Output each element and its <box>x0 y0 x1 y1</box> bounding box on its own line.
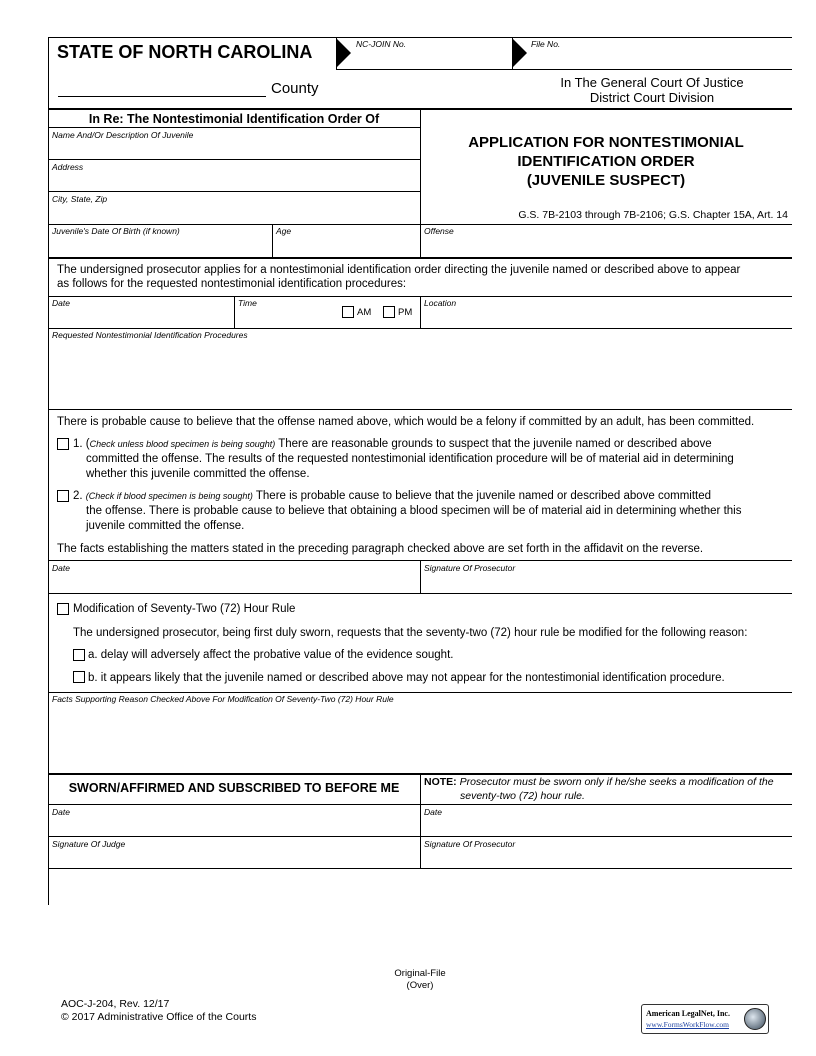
item1-line1 <box>73 437 712 451</box>
sworn-note-text1: Prosecutor must be sworn only if he/she seeks a modification of the <box>456 776 774 788</box>
offense-label: Offense <box>424 226 454 236</box>
probable-cause-statement: There is probable cause to believe that the offense named above, which would be a felony if committed by an adult, has been committed. <box>57 416 755 428</box>
judge-signature-label: Signature Of Judge <box>52 839 126 849</box>
sworn-note-line1 <box>424 776 774 788</box>
logo-line2: www.FormsWorkFlow.com <box>646 1020 730 1029</box>
globe-icon <box>744 1008 766 1030</box>
modification-facts-label: Facts Supporting Reason Checked Above For Modification Of Seventy-Two (72) Hour Rule <box>52 694 394 704</box>
date-row-rule <box>48 328 792 329</box>
form-title-line2: IDENTIFICATION ORDER <box>517 153 695 170</box>
sworn-date-left-label: Date <box>52 807 70 817</box>
item2-line1 <box>73 489 711 503</box>
in-re-rule <box>48 127 420 128</box>
pc-sig-rule <box>48 593 792 594</box>
file-no-label: File No. <box>531 39 561 49</box>
pm-checkbox[interactable] <box>383 306 395 318</box>
nc-join-label: NC-JOIN No. <box>356 39 407 49</box>
appear-time-label: Time <box>238 298 257 308</box>
prosecutor-signature-label: Signature Of Prosecutor <box>424 839 516 849</box>
sworn-rule <box>48 804 792 805</box>
item2-note: (Check if blood specimen is being sought) <box>85 491 253 501</box>
option-b-text: b. it appears likely that the juvenile named or described above may not appear for the nontestimonial identification procedure. <box>88 672 725 684</box>
item1-note: Check unless blood specimen is being sought) <box>89 439 276 449</box>
header-rule <box>336 69 792 70</box>
time-location-divider <box>420 296 421 328</box>
file-no-arrow-icon <box>512 38 527 68</box>
facts-statement: The facts establishing the matters stated in the preceding paragraph checked above are set forth in the affidavit on the reverse. <box>57 543 704 555</box>
court-line2: District Court Division <box>589 90 715 105</box>
sworn-divider <box>420 773 421 868</box>
name-rule <box>48 159 420 160</box>
legalnet-logo[interactable] <box>641 1004 769 1034</box>
sworn-note-label: NOTE: <box>424 776 457 788</box>
county-line[interactable] <box>58 96 266 97</box>
pm-label: PM <box>398 307 413 318</box>
in-re-bottom-rule <box>48 257 792 259</box>
item1-text1: There are reasonable grounds to suspect that the juvenile named or described above <box>275 438 712 450</box>
item1-line3: whether this juvenile committed the offense. <box>86 468 310 480</box>
am-checkbox[interactable] <box>342 306 354 318</box>
sworn-date-right-label: Date <box>424 807 442 817</box>
am-label: AM <box>357 307 372 318</box>
application-intro-line2: as follows for the requested nontestimonial identification procedures: <box>57 278 407 290</box>
option-b-checkbox[interactable] <box>73 671 85 683</box>
form-title-line3: (JUVENILE SUSPECT) <box>526 172 686 189</box>
item1-number: 1. ( <box>73 438 90 450</box>
form-number: AOC-J-204, Rev. 12/17 <box>61 998 170 1010</box>
option-a-text: a. delay will adversely affect the probative value of the evidence sought. <box>88 649 454 661</box>
address-rule <box>48 191 420 192</box>
state-title: STATE OF NORTH CAROLINA <box>57 42 313 62</box>
form-title-line1: APPLICATION FOR NONTESTIMONIAL <box>468 134 744 151</box>
item1-line2: committed the offense. The results of the requested nontestimonial identification procedure will be of material aid in determining <box>86 453 734 465</box>
appear-date-label: Date <box>52 298 70 308</box>
age-label: Age <box>276 226 292 236</box>
copyright: © 2017 Administrative Office of the Courts <box>61 1011 257 1023</box>
over-label: (Over) <box>406 980 434 991</box>
distribution-label: Original-File <box>394 968 446 979</box>
signature-bottom-rule <box>48 868 792 869</box>
dob-label: Juvenile's Date Of Birth (if known) <box>52 226 180 236</box>
procedures-label: Requested Nontestimonial Identification Procedures <box>52 330 248 340</box>
sworn-heading: SWORN/AFFIRMED AND SUBSCRIBED TO BEFORE ME <box>68 781 400 795</box>
item2-checkbox[interactable] <box>57 490 69 502</box>
court-line1: In The General Court Of Justice <box>560 75 744 90</box>
item2-text1: There is probable cause to believe that the juvenile named or described above committed <box>252 490 712 502</box>
dob-age-divider <box>272 224 273 258</box>
address-label: Address <box>52 162 84 172</box>
statute-citation: G.S. 7B-2103 through 7B-2106; G.S. Chapter 15A, Art. 14 <box>518 209 788 221</box>
city-rule <box>48 224 792 225</box>
item2-line2: the offense. There is probable cause to believe that obtaining a blood specimen will be of material aid in determining whether this <box>86 505 742 517</box>
pc-signature-label: Signature Of Prosecutor <box>424 563 516 573</box>
city-state-zip-label: City, State, Zip <box>52 194 108 204</box>
modification-request: The undersigned prosecutor, being first duly sworn, requests that the seventy-two (72) hour rule be modified for the following reason: <box>73 627 748 639</box>
modification-checkbox[interactable] <box>57 603 69 615</box>
pc-date-sig-divider <box>420 560 421 593</box>
sworn-note-line2: seventy-two (72) hour rule. <box>460 790 585 802</box>
modification-title: Modification of Seventy-Two (72) Hour Rule <box>73 603 296 615</box>
item2-number: 2. <box>73 490 86 502</box>
juvenile-name-label: Name And/Or Description Of Juvenile <box>52 130 194 140</box>
county-label: County <box>271 80 319 97</box>
date-time-divider <box>234 296 235 328</box>
location-label: Location <box>424 298 457 308</box>
modification-rule <box>48 692 792 693</box>
in-re-title: In Re: The Nontestimonial Identification Order Of <box>88 112 380 126</box>
top-border <box>48 37 792 38</box>
option-a-checkbox[interactable] <box>73 649 85 661</box>
procedures-rule <box>48 409 792 410</box>
nc-join-arrow-icon <box>336 38 351 68</box>
logo-line1: American LegalNet, Inc. <box>646 1009 730 1018</box>
item1-checkbox[interactable] <box>57 438 69 450</box>
sworn-date-rule <box>48 836 792 837</box>
pc-date-label: Date <box>52 563 70 573</box>
item2-line3: juvenile committed the offense. <box>86 520 245 532</box>
application-intro-line1: The undersigned prosecutor applies for a nontestimonial identification order directing the juvenile named or described above to appear <box>57 264 741 276</box>
